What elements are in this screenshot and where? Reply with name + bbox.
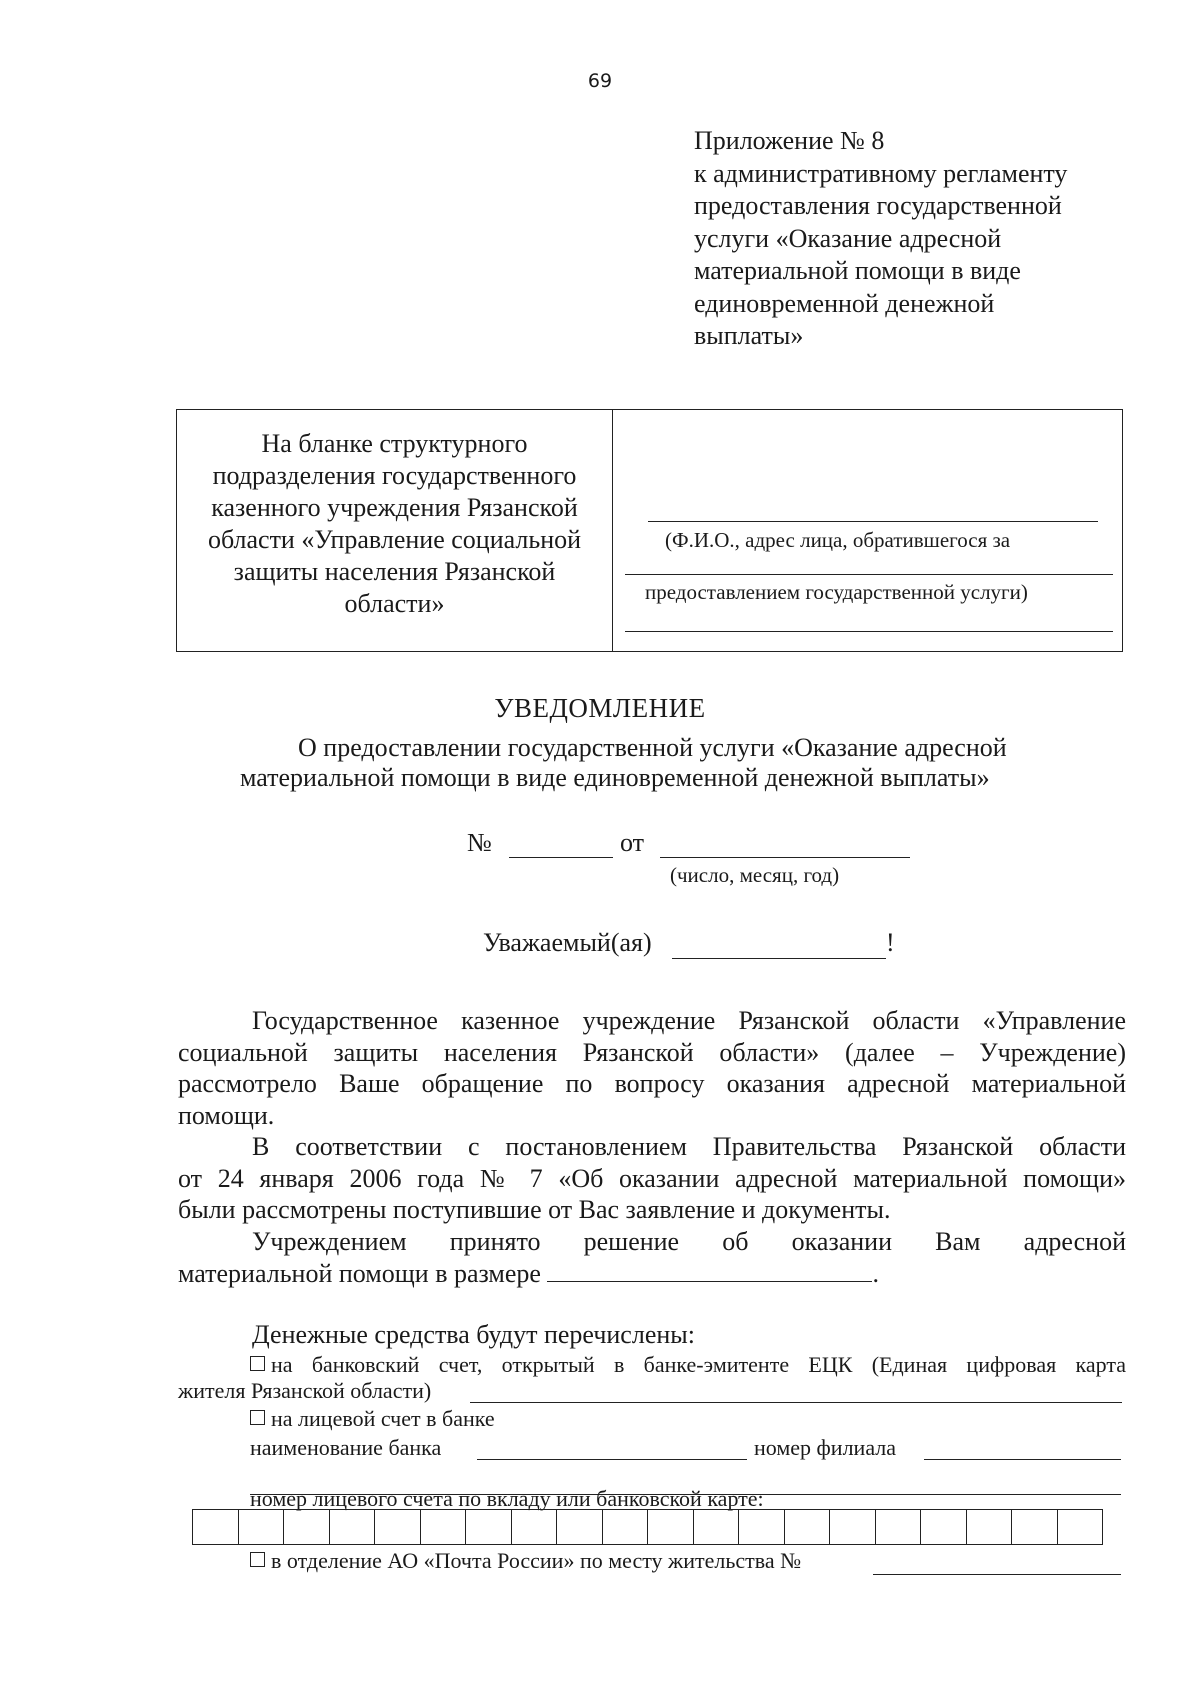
paragraph-3	[178, 1226, 1126, 1289]
account-digit-cell[interactable]	[694, 1510, 740, 1544]
ecc-account-field[interactable]	[470, 1402, 1122, 1403]
account-digit-cell[interactable]	[739, 1510, 785, 1544]
payment-heading: Денежные средства будут перечислены:	[252, 1320, 695, 1349]
bank-name-field[interactable]	[477, 1459, 747, 1460]
annex-line: выплаты»	[694, 321, 804, 350]
account-digit-cell[interactable]	[967, 1510, 1013, 1544]
recipient-address-field[interactable]	[625, 574, 1113, 575]
recipient-name-field[interactable]	[648, 521, 1098, 522]
notice-title: УВЕДОМЛЕНИЕ	[494, 693, 706, 723]
branch-field[interactable]	[924, 1459, 1121, 1460]
option-text: на банковский счет, открытый в банке-эмитенте ЕЦК (Единая цифровая карта	[271, 1352, 1126, 1377]
option-text: в отделение АО «Почта России» по месту жительства №	[271, 1548, 802, 1573]
amount-end: .	[872, 1258, 879, 1288]
header-table	[176, 409, 1123, 652]
account-digit-cell[interactable]	[648, 1510, 694, 1544]
checkbox-icon[interactable]	[250, 1356, 265, 1371]
annex-line: материальной помощи в виде	[694, 256, 1021, 285]
amount-label: материальной помощи в размере	[178, 1258, 541, 1288]
recipient-extra-field[interactable]	[625, 631, 1113, 632]
checkbox-icon[interactable]	[250, 1552, 265, 1567]
letterhead-cell	[177, 410, 613, 651]
annex-line: Приложение № 8	[694, 126, 885, 155]
recipient-cell	[613, 410, 1124, 651]
notice-subject-line: материальной помощи в виде единовременной денежной выплаты»	[240, 763, 990, 792]
paragraph-line: В соответствии с постановлением Правительства Рязанской области	[252, 1132, 1126, 1161]
date-caption: (число, месяц, год)	[670, 863, 840, 887]
post-office-number-field[interactable]	[873, 1574, 1121, 1575]
paragraph-1	[178, 1005, 1126, 1131]
account-digit-cell[interactable]	[1058, 1510, 1104, 1544]
account-number-label: номер лицевого счета по вкладу или банковской карте:	[250, 1486, 764, 1511]
paragraph-line: помощи.	[178, 1100, 275, 1130]
letterhead-line: На бланке структурного	[261, 429, 528, 458]
annex-line: предоставления государственной	[694, 191, 1062, 220]
number-label: №	[467, 828, 492, 857]
account-digit-cell[interactable]	[284, 1510, 330, 1544]
salutation-label: Уважаемый(ая)	[483, 928, 652, 957]
account-digit-cell[interactable]	[603, 1510, 649, 1544]
letterhead-line: области «Управление социальной	[207, 525, 582, 554]
number-field[interactable]	[509, 857, 613, 858]
option-text: на лицевой счет в банке	[271, 1406, 495, 1431]
account-digit-cell[interactable]	[193, 1510, 239, 1544]
account-digit-cell[interactable]	[512, 1510, 558, 1544]
account-number-grid	[192, 1509, 1103, 1545]
date-label: от	[620, 828, 645, 857]
paragraph-line: Учреждением принято решение об оказании Вам адресной	[252, 1227, 1126, 1256]
account-digit-cell[interactable]	[557, 1510, 603, 1544]
salutation-name-field[interactable]	[672, 958, 886, 959]
paragraph-line: были рассмотрены поступившие от Вас заявление и документы.	[178, 1195, 891, 1224]
account-digit-cell[interactable]	[421, 1510, 467, 1544]
date-field[interactable]	[660, 857, 910, 858]
account-digit-cell[interactable]	[239, 1510, 285, 1544]
recipient-caption-2: предоставлением государственной услуги)	[645, 580, 1028, 604]
checkbox-icon[interactable]	[250, 1410, 265, 1425]
account-digit-cell[interactable]	[330, 1510, 376, 1544]
notice-subject-line: О предоставлении государственной услуги «Оказание адресной	[298, 733, 1007, 762]
letterhead-line: казенного учреждения Рязанской	[211, 493, 578, 522]
annex-block	[694, 125, 1067, 353]
account-digit-cell[interactable]	[876, 1510, 922, 1544]
annex-line: единовременной денежной	[694, 288, 995, 318]
option-bank-ecc[interactable]	[250, 1352, 1126, 1378]
paragraph-2	[178, 1131, 1126, 1226]
recipient-caption-1: (Ф.И.О., адрес лица, обратившегося за	[665, 528, 1011, 552]
paragraph-line	[178, 1258, 1126, 1290]
paragraph-line: социальной защиты населения Рязанской области» (далее – Учреждение)	[178, 1037, 1126, 1067]
account-digit-cell[interactable]	[375, 1510, 421, 1544]
account-digit-cell[interactable]	[1012, 1510, 1058, 1544]
account-digit-cell[interactable]	[785, 1510, 831, 1544]
page-number: 69	[587, 70, 613, 92]
annex-line: услуги «Оказание адресной	[694, 223, 1002, 253]
bank-name-label: наименование банка	[250, 1435, 442, 1460]
option-personal-account[interactable]	[250, 1406, 495, 1432]
option-text-cont: жителя Рязанской области)	[178, 1378, 432, 1403]
account-digit-cell[interactable]	[921, 1510, 967, 1544]
salutation-end: !	[886, 928, 895, 957]
paragraph-line: Государственное казенное учреждение Рязанской области «Управление	[252, 1006, 1126, 1035]
account-digit-cell[interactable]	[466, 1510, 512, 1544]
amount-field[interactable]	[547, 1263, 872, 1282]
letterhead-line: области»	[344, 589, 445, 618]
account-digit-cell[interactable]	[830, 1510, 876, 1544]
option-post-office[interactable]	[250, 1548, 801, 1574]
paragraph-line: от 24 января 2006 года № 7 «Об оказании адресной материальной помощи»	[178, 1163, 1126, 1193]
letterhead-line: защиты населения Рязанской	[233, 557, 556, 586]
branch-label: номер филиала	[754, 1435, 897, 1460]
annex-line: к административному регламенту	[694, 158, 1068, 188]
paragraph-line: рассмотрело Ваше обращение по вопросу оказания адресной материальной	[178, 1069, 1126, 1098]
letterhead-line: подразделения государственного	[212, 461, 577, 490]
